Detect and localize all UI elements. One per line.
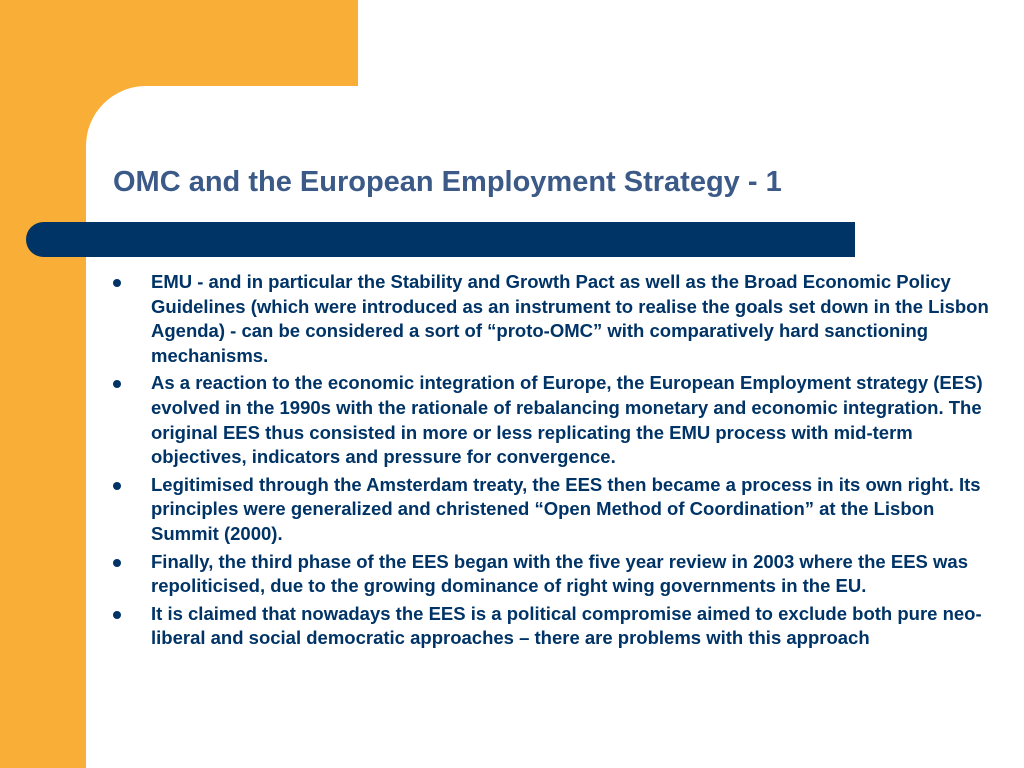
bullet-text: Finally, the third phase of the EES began with the five year review in 2003 where the EES was repoliticised, due to the growing dominance of right wing governments in the EU. xyxy=(151,550,968,597)
bullet-dot-icon xyxy=(113,611,121,619)
bullet-dot-icon xyxy=(113,380,121,388)
bullet-item xyxy=(113,473,1003,547)
slide-title: OMC and the European Employment Strategy - 1 xyxy=(113,166,782,198)
bullet-item xyxy=(113,270,1003,368)
bullet-dot-icon xyxy=(113,279,121,287)
bullet-text: As a reaction to the economic integration of Europe, the European Employment strategy (EES) evolved in the 1990s with the rationale of rebalancing monetary and economic integration. The original EES thus consisted in more or less replicating the EMU process with mid-term objectives, indicators and pressure for convergence. xyxy=(151,372,983,468)
bullet-text: Legitimised through the Amsterdam treaty, the EES then became a process in its own right. Its principles were generalized and christened “Open Method of Coordination” at the Lisbon Summit (2000). xyxy=(151,473,981,544)
bullet-item xyxy=(113,550,1003,599)
bullet-text: EMU - and in particular the Stability and Growth Pact as well as the Broad Economic Policy Guidelines (which were introduced as an instrument to realise the goals set down in the Lisbon Agenda) - can be considered a sort of “proto-OMC” with comparatively hard sanctioning mechanisms. xyxy=(151,271,989,366)
bullet-dot-icon xyxy=(113,559,121,567)
bullet-text: It is claimed that nowadays the EES is a political compromise aimed to exclude both pure neo-liberal and social democratic approaches – there are problems with this approach xyxy=(151,602,982,649)
bullet-item xyxy=(113,371,1003,469)
title-underline-bar xyxy=(26,222,855,257)
bullet-list xyxy=(113,270,1003,654)
bullet-item xyxy=(113,602,1003,651)
bullet-dot-icon xyxy=(113,482,121,490)
